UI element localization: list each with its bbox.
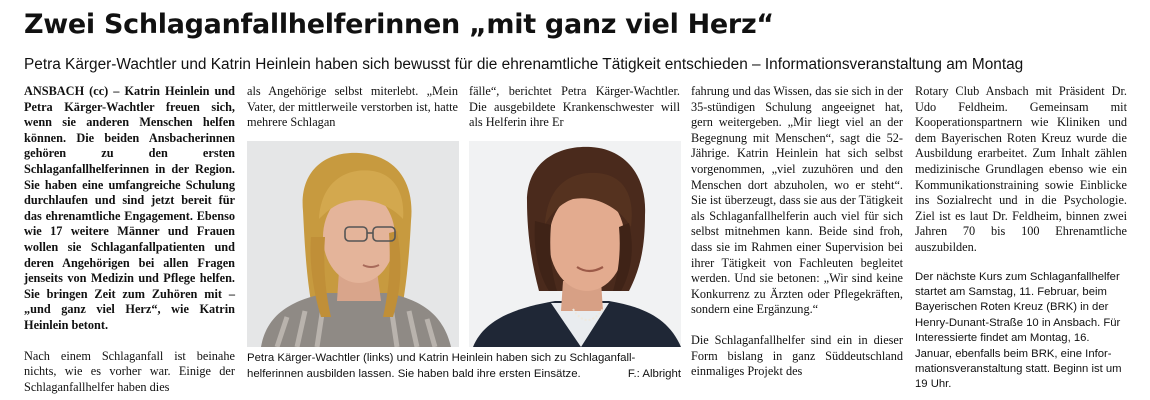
- article-column-1: [24, 84, 235, 395]
- portrait-image: [469, 141, 681, 347]
- photo-caption: [247, 351, 681, 382]
- photo-petra-kaerger-wachtler: [247, 141, 459, 347]
- body-paragraph: Die Schlaganfallhelfer sind ein in dieser Form bislang in ganz Süddeutschland einmaliges Projekt des: [691, 332, 903, 379]
- body-paragraph: fahrung und das Wissen, das sie sich in der 35-stündigen Schulung angeeignet hat, gern weitergeben. „Mir liegt viel an der Begegnung mit Menschen“, sagt die 52-Jährige. Katrin Heinlein hat sich selbst vorgenommen, „viel zuzuhören und den Menschen dort abzuholen, wo er steht“. Sie ist überzeugt, dass sie aus der Tätigkeit als Schlaganfallhelferin auch viel für sich selbst mitnehmen kann. Beide sind froh, dass sie im Rahmen einer Supervision bei ihrer Tätigkeit von Fachleuten begleitet werden. Und sie betonen: „Wir sind keine Konkurrenz zu Ärzten oder Pflegekräften, sondern eine Ergänzung.“: [691, 84, 903, 317]
- lead-paragraph: ANSBACH (cc) – Katrin Heinlein und Petra Kärger-Wachtler freuen sich, wenn sie anderen Menschen helfen können. Die beiden Ansbacherinnen gehören zu den ersten Schlaganfallhelferinnen in der Region. Sie haben eine umfangreiche Schulung durchlaufen und sind jetzt bereit für das ehrenamtliche Engagement. Ebenso wie 17 weitere Männer und Frauen wollen sie Schlaganfallpatienten und deren Angehörigen bei allen Fragen jenseits von Medizin und Pflege helfen. Sie bringen Zeit zum Zuhören mit – „und ganz viel Herz“, wie Katrin Heinlein betont.: [24, 84, 235, 332]
- subheadline: Petra Kärger-Wachtler und Katrin Heinlein haben sich bewusst für die ehrenamtliche Tätigkeit entschieden – Informationsveranstaltung am Montag: [24, 56, 1024, 73]
- article-column-5: [915, 84, 1127, 393]
- article-column-4: [691, 84, 903, 380]
- body-paragraph: fälle“, berichtet Petra Kärger-Wachtler. Die ausgebildete Krankenschwester will als Helferin ihre Er: [469, 84, 680, 130]
- photo-credit: F.: Albright: [627, 367, 681, 380]
- portrait-image: [247, 141, 459, 347]
- caption-text: Petra Kärger-Wachtler (links) und Katrin Heinlein haben sich zu Schlaganfallhelferinnen ausbilden lassen. Sie haben bald ihre ersten Einsätze.: [247, 352, 636, 380]
- article-column-3: [469, 84, 680, 131]
- photo-katrin-heinlein: [469, 141, 681, 347]
- body-paragraph: Nach einem Schlaganfall ist beinahe nichts, wie es vorher war. Einige der Schlaganfallhelfer haben dies: [24, 348, 235, 394]
- article-column-2: [247, 84, 458, 131]
- info-box: Der nächste Kurs zum Schlaganfallhelfer startet am Samstag, 11. Februar, beim Bayerischen Roten Kreuz (BRK) in der Henry-Dunant-Straße 10 in Ansbach. Für Interessierte findet am Montag, 16. Januar, ebenfalls beim BRK, eine Informationsveranstaltung statt. Beginn ist um 19 Uhr.: [915, 270, 1122, 391]
- body-paragraph: als Angehörige selbst miterlebt. „Mein Vater, der mittlerweile verstorben ist, hatte mehrere Schlagan: [247, 84, 458, 130]
- headline: Zwei Schlaganfallhelferinnen „mit ganz viel Herz“: [24, 9, 774, 40]
- body-paragraph: Rotary Club Ansbach mit Präsident Dr. Udo Feldheim. Gemeinsam mit Kooperationspartnern wie Kliniken und dem Bayerischen Roten Kreuz wurde die Ausbildung erarbeitet. Zum Inhalt zählen medizinische Grundlagen ebenso wie ein Kommunikationstraining sowie Einblicke ins Sozialrecht und in die Psychologie. Ziel ist es laut Dr. Feldheim, binnen zwei Jahren 70 bis 100 Ehrenamtliche auszubilden.: [915, 84, 1127, 254]
